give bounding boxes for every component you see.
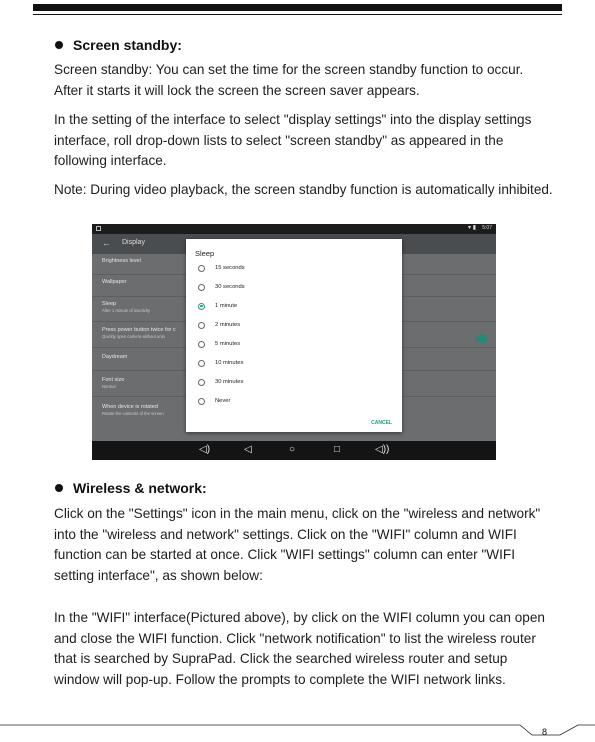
setting-title: When device is rotated bbox=[102, 404, 158, 410]
footer-rule bbox=[0, 716, 595, 742]
option-label: Never bbox=[215, 398, 231, 404]
status-bar bbox=[92, 224, 496, 234]
notification-icon bbox=[96, 226, 101, 231]
setting-title: Daydream bbox=[102, 354, 128, 360]
radio-selected-icon[interactable] bbox=[198, 303, 205, 310]
option-label: 1 minute bbox=[215, 303, 238, 309]
page-number: 8 bbox=[542, 727, 548, 737]
setting-title: Press power button twice for c bbox=[102, 327, 176, 333]
setting-subtitle: After 1 minute of inactivity bbox=[102, 308, 150, 313]
wireless-paragraph-2: In the "WIFI" interface(Pictured above), by click on the WIFI column you can open and close the WIFI function. Click "network notification" to list the wireless router that is searched by SupraPad. Click the searched wireless router and setup window will pop-up. Follow the prompts to complete the WIFI network links. bbox=[54, 610, 545, 687]
back-arrow-icon[interactable]: ← bbox=[102, 238, 111, 248]
sleep-option[interactable] bbox=[198, 263, 245, 273]
nav-bar bbox=[92, 441, 496, 460]
radio-icon[interactable] bbox=[198, 322, 205, 329]
wireless-paragraph-1: Click on the "Settings" icon in the main menu, click on the "wireless and network" into the "wireless and network" settings. Click on the "WIFI" column and WIFI function can be started at once. Click "WIFI settings" column can enter "WIFI setting interface", as shown below: bbox=[54, 506, 541, 583]
app-title: Display bbox=[122, 239, 145, 246]
setting-subtitle: Quickly open camera without unlo bbox=[102, 334, 165, 339]
standby-heading bbox=[55, 37, 182, 53]
setting-subtitle: Rotate the contents of the screen bbox=[102, 411, 164, 416]
setting-title: Wallpaper bbox=[102, 279, 127, 285]
sleep-option[interactable] bbox=[198, 358, 243, 368]
standby-note: Note: During video playback, the screen standby function is automatically inhibited. bbox=[54, 182, 553, 197]
display-settings-screenshot bbox=[92, 224, 496, 460]
volume-up-icon[interactable]: ◁)) bbox=[375, 444, 390, 455]
sleep-option[interactable] bbox=[198, 396, 230, 406]
setting-title: Sleep bbox=[102, 301, 117, 307]
option-label: 30 seconds bbox=[215, 284, 245, 290]
sleep-option[interactable] bbox=[198, 320, 240, 330]
radio-icon[interactable] bbox=[198, 360, 205, 367]
header-rule bbox=[33, 4, 562, 11]
header-rule-thin bbox=[33, 14, 562, 15]
wifi-battery-icon: ▾ ▮ bbox=[468, 225, 476, 231]
status-time: 5:07 bbox=[482, 225, 492, 231]
radio-icon[interactable] bbox=[198, 398, 205, 405]
volume-down-icon[interactable]: ◁) bbox=[199, 444, 211, 455]
sleep-option[interactable] bbox=[198, 282, 245, 292]
bullet-icon bbox=[55, 484, 63, 492]
sleep-option[interactable] bbox=[198, 339, 240, 349]
radio-icon[interactable] bbox=[198, 379, 205, 386]
standby-heading-text: Screen standby: bbox=[73, 37, 182, 53]
setting-title: Font size bbox=[102, 377, 125, 383]
setting-title: Brightness level bbox=[102, 258, 141, 264]
wireless-heading-text: Wireless & network: bbox=[73, 480, 207, 496]
option-label: 15 seconds bbox=[215, 265, 245, 271]
recents-icon[interactable]: □ bbox=[334, 444, 341, 455]
cancel-button[interactable]: CANCEL bbox=[371, 420, 392, 426]
radio-icon[interactable] bbox=[198, 284, 205, 291]
radio-icon[interactable] bbox=[198, 265, 205, 272]
option-label: 10 minutes bbox=[215, 360, 244, 366]
bullet-icon bbox=[55, 41, 63, 49]
option-label: 5 minutes bbox=[215, 341, 241, 347]
sleep-option[interactable] bbox=[198, 377, 243, 387]
back-icon[interactable]: ◁ bbox=[244, 444, 252, 455]
wireless-heading bbox=[55, 480, 207, 496]
standby-paragraph-1: Screen standby: You can set the time for the screen standby function to occur. After it starts it will lock the screen the screen saver appears. bbox=[54, 62, 524, 98]
power-button-toggle-knob[interactable] bbox=[478, 334, 487, 343]
radio-icon[interactable] bbox=[198, 341, 205, 348]
option-label: 2 minutes bbox=[215, 322, 241, 328]
home-icon[interactable]: ○ bbox=[289, 444, 296, 455]
standby-paragraph-2: In the setting of the interface to select "display settings" into the display settings interface, roll drop-down lists to select "screen standby" as appeared in the following interface. bbox=[54, 112, 532, 168]
setting-subtitle: Normal bbox=[102, 384, 116, 389]
option-label: 30 minutes bbox=[215, 379, 244, 385]
sleep-option-selected[interactable] bbox=[198, 301, 237, 311]
dialog-title: Sleep bbox=[195, 249, 215, 258]
sleep-dialog bbox=[186, 239, 402, 432]
